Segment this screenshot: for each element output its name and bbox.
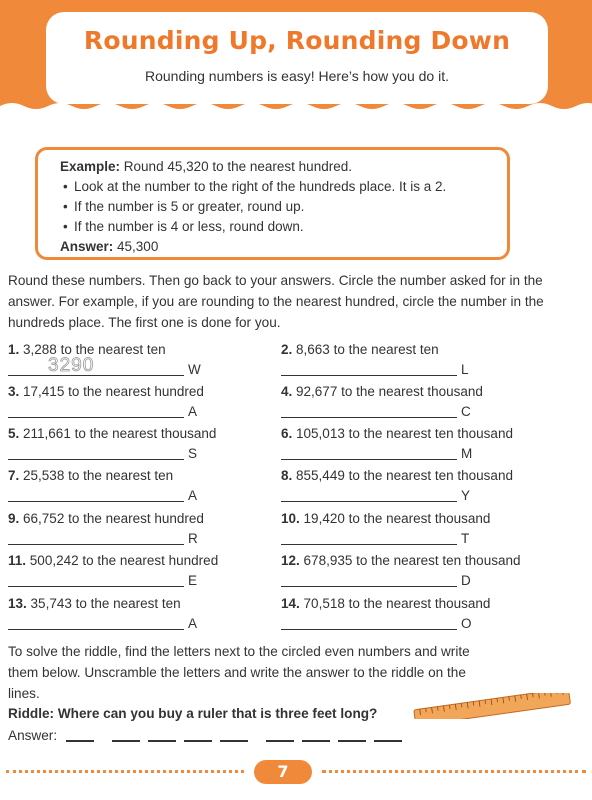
problem-8: 8. 855,449 to the nearest ten thousand: [281, 468, 513, 483]
bullet-icon: •: [63, 179, 68, 194]
answer-letter-8: Y: [461, 488, 471, 503]
example-prompt: [60, 157, 507, 177]
riddle-question: Riddle: Where can you buy a ruler that is three feet long?: [8, 706, 378, 721]
example-label: Example:: [60, 159, 121, 174]
sample-answer: 3290: [48, 355, 95, 376]
example-answer: [60, 237, 507, 257]
answer-blank[interactable]: [220, 740, 248, 742]
answer-line-14[interactable]: [281, 614, 457, 630]
answer-label: Answer:: [8, 728, 58, 743]
problem-11: 11. 500,242 to the nearest hundred: [8, 553, 219, 568]
page-title: Rounding Up, Rounding Down: [83, 26, 511, 55]
answer-blank[interactable]: [266, 740, 294, 742]
answer-line-10[interactable]: [281, 529, 457, 545]
answer-letter-12: D: [461, 573, 471, 588]
problem-4: 4. 92,677 to the nearest thousand: [281, 384, 483, 399]
ruler-illustration: [412, 693, 572, 719]
answer-letter-1: W: [188, 362, 201, 377]
problem-5: 5. 211,661 to the nearest thousand: [8, 426, 217, 441]
answer-blank[interactable]: [148, 740, 176, 742]
answer-line-2[interactable]: [281, 360, 457, 376]
example-box: [35, 147, 510, 260]
answer-line-11[interactable]: [8, 571, 184, 587]
answer-letter-4: C: [461, 404, 471, 419]
answer-line-13[interactable]: [8, 614, 184, 630]
answer-letter-11: E: [188, 573, 198, 588]
answer-letter-7: A: [188, 488, 198, 503]
answer-line-12[interactable]: [281, 571, 457, 587]
bullet-icon: •: [63, 219, 68, 234]
answer-letter-10: T: [461, 531, 470, 546]
answer-letter-14: O: [461, 616, 472, 631]
answer-letter-13: A: [188, 616, 198, 631]
problem-1: 1. 3,288 to the nearest ten: [8, 342, 166, 357]
example-step: • If the number is 5 or greater, round up.: [60, 197, 507, 217]
answer-blank[interactable]: [302, 740, 330, 742]
problem-6: 6. 105,013 to the nearest ten thousand: [281, 426, 513, 441]
answer-blank[interactable]: [338, 740, 366, 742]
answer-letter-5: S: [188, 446, 198, 461]
problem-10: 10. 19,420 to the nearest thousand: [281, 511, 491, 526]
page-subtitle: Rounding numbers is easy! Here’s how you do it.: [144, 68, 449, 84]
problem-13: 13. 35,743 to the nearest ten: [8, 596, 181, 611]
answer-line-6[interactable]: [281, 444, 457, 460]
answer-line-5[interactable]: [8, 444, 184, 460]
answer-blank[interactable]: [184, 740, 212, 742]
bullet-icon: •: [63, 199, 68, 214]
problem-12: 12. 678,935 to the nearest ten thousand: [281, 553, 521, 568]
answer-letter-3: A: [188, 404, 198, 419]
answer-blank[interactable]: [374, 740, 402, 742]
answer-line-7[interactable]: [8, 486, 184, 502]
answer-line-9[interactable]: [8, 529, 184, 545]
problem-9: 9. 66,752 to the nearest hundred: [8, 511, 204, 526]
problem-7: 7. 25,538 to the nearest ten: [8, 468, 174, 483]
answer-line-4[interactable]: [281, 402, 457, 418]
problem-2: 2. 8,663 to the nearest ten: [281, 342, 439, 357]
example-answer-value: 45,300: [117, 239, 159, 254]
answer-letter-6: M: [461, 446, 473, 461]
answer-blank[interactable]: [66, 740, 94, 742]
problem-3: 3. 17,415 to the nearest hundred: [8, 384, 204, 399]
footer-dots-right: [322, 770, 586, 774]
answer-line-3[interactable]: [8, 402, 184, 418]
answer-line-1[interactable]: [8, 360, 184, 376]
answer-letter-2: L: [461, 362, 469, 377]
example-step: • Look at the number to the right of the hundreds place. It is a 2.: [60, 177, 507, 197]
instructions: Round these numbers. Then go back to your answers. Circle the number asked for in the answer. For example, if you are rounding to the nearest hundred, circle the number in the hundreds place. The first one is done for you.: [8, 273, 544, 330]
answer-letter-9: R: [188, 531, 198, 546]
example-text: Round 45,320 to the nearest hundred.: [123, 159, 352, 174]
title-card: [46, 12, 548, 104]
example-step: • If the number is 4 or less, round down.: [60, 217, 507, 237]
footer-dots-left: [6, 770, 244, 774]
example-steps: [60, 177, 507, 237]
answer-line-8[interactable]: [281, 486, 457, 502]
page-number: 7: [254, 760, 312, 784]
problem-14: 14. 70,518 to the nearest thousand: [281, 596, 491, 611]
riddle-instructions: To solve the riddle, find the letters next to the circled even numbers and write them below. Unscramble the letters and write the answer to the riddle on the lines.: [8, 644, 470, 701]
answer-blank[interactable]: [112, 740, 140, 742]
example-answer-label: Answer:: [60, 239, 114, 254]
